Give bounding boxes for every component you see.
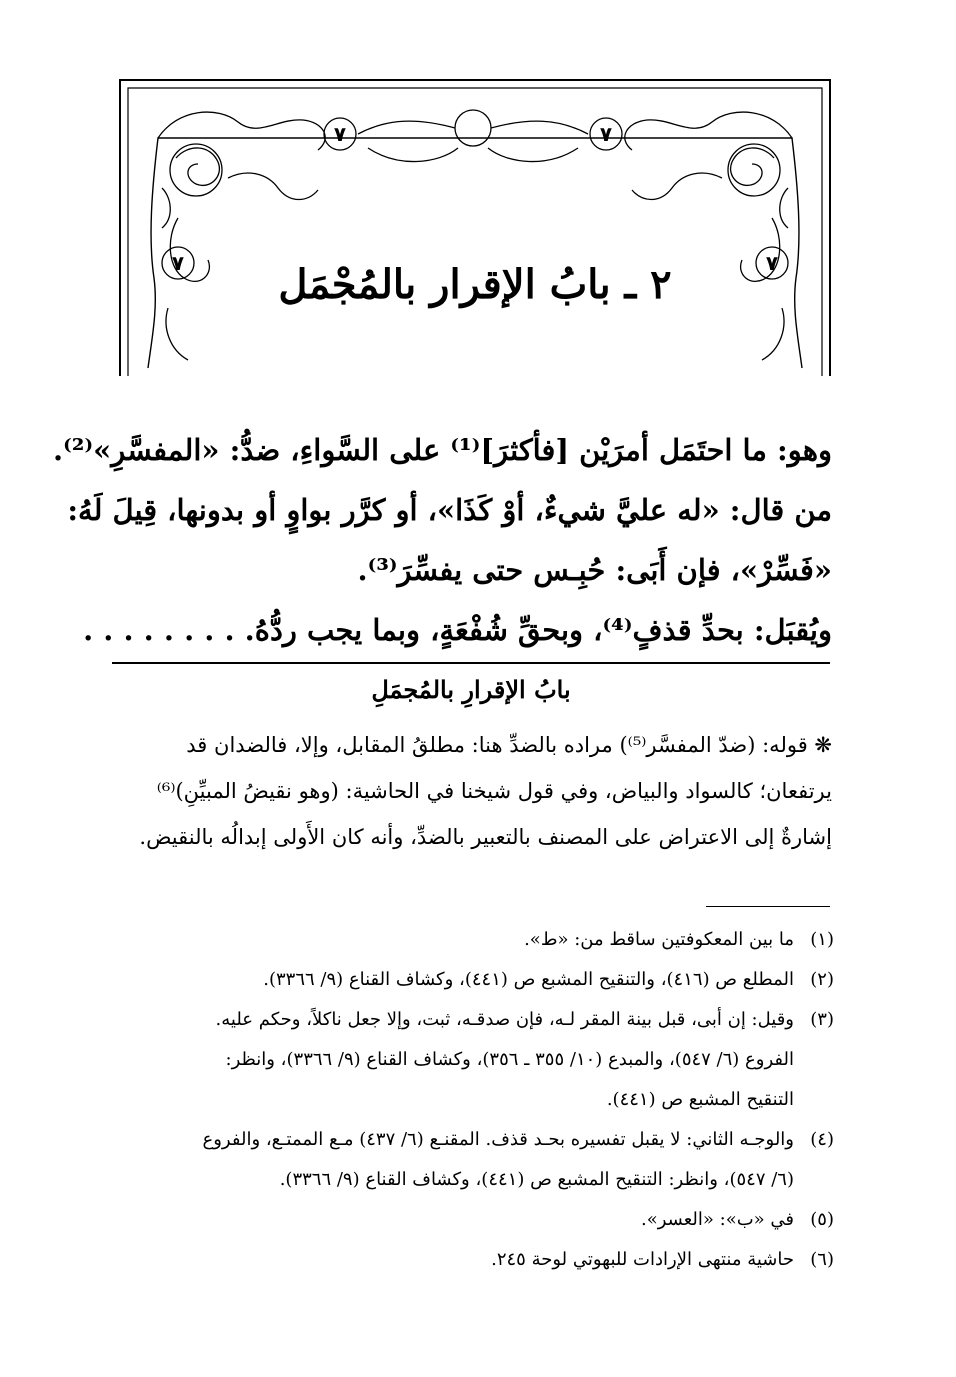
footnote-number: (٣) bbox=[810, 1009, 834, 1030]
footnote bbox=[112, 960, 834, 1000]
main-line: وهو: ما احتَمَل أمرَيْن [فأكثرَ]⁽¹⁾ على السَّواءِ، ضدُّ: «المفسَّرِ»⁽²⁾. bbox=[53, 433, 832, 467]
chapter-title: ٢ ـ بابُ الإقرار بالمُجْمَل bbox=[278, 261, 672, 308]
svg-text:٧: ٧ bbox=[765, 251, 779, 275]
main-text bbox=[53, 420, 832, 660]
svg-text:٧: ٧ bbox=[171, 251, 185, 275]
commentary-line: إشارةٌ إلى الاعتراض على المصنف بالتعبير بالضدِّ، وأنه كان الأَولى إبدالُه بالنقيض. bbox=[139, 825, 832, 849]
commentary-line: يرتفعان؛ كالسواد والبياض، وفي قول شيخنا في الحاشية: (وهو نقيضُ المبيِّنِ)⁽⁶⁾ bbox=[156, 779, 832, 803]
footnote-number: (١) bbox=[810, 929, 834, 950]
footnote-text: ما بين المعكوفتين ساقط من: «ط». bbox=[524, 929, 794, 950]
footnote-text: حاشية منتهى الإرادات للبهوتي لوحة ٢٤٥. bbox=[491, 1249, 794, 1270]
footnote-number: (٥) bbox=[810, 1209, 834, 1230]
svg-text:٧: ٧ bbox=[333, 122, 347, 146]
footnote-text: وقيل: إن أبى، قبل بينة المقر لـه، فإن صدقـه، ثبت، وإلا جعل ناكلاً، وحكم عليه. bbox=[215, 1009, 794, 1030]
commentary-line: ❋ قوله: (ضدّ المفسَّر⁽⁵⁾) مراده بالضدِّ هنا: مطلقُ المقابل، وإلا، فالضدان قد bbox=[186, 733, 832, 757]
footnote bbox=[112, 1120, 834, 1200]
footnote-text: في «ب»: «العسر». bbox=[641, 1209, 794, 1230]
footnote-text: الفروع (٦/ ٥٤٧)، والمبدع (١٠/ ٣٥٥ ـ ٣٥٦)، وكشاف القناع (٩/ ٣٣٦٦)، وانظر: bbox=[225, 1049, 794, 1070]
main-line: ويُقبَل: بحدِّ قذفٍ⁽⁴⁾، وبحقِّ شُفْعَةٍ، وبما يجب ردُّهُ. . . . . . . . . bbox=[83, 613, 832, 647]
main-line: «فَسِّرْ»، فإن أَبَى: حُبِـس حتى يفسِّرَ⁽³⁾. bbox=[357, 553, 832, 587]
footnote bbox=[112, 920, 834, 960]
footnote-text: والوجـه الثاني: لا يقبل تفسيره بحـد قذف. المقنـع (٦/ ٤٣٧) مـع الممتـع، والفروع bbox=[202, 1129, 794, 1150]
footnote bbox=[112, 1240, 834, 1280]
chapter-ornament-frame bbox=[118, 78, 832, 378]
commentary-heading: بابُ الإقرارِ بالمُجمَلِ bbox=[371, 675, 571, 704]
commentary bbox=[112, 722, 832, 860]
footnote-number: (٦) bbox=[810, 1249, 834, 1270]
footnote-text: المطلع ص (٤١٦)، والتنقيح المشبع ص (٤٤١)، وكشاف القناع (٩/ ٣٣٦٦). bbox=[263, 969, 794, 990]
section-divider bbox=[112, 662, 830, 664]
svg-text:٧: ٧ bbox=[599, 122, 613, 146]
footnote-text: (٦/ ٥٤٧)، وانظر: التنقيح المشبع ص (٤٤١)، وكشاف القناع (٩/ ٣٣٦٦). bbox=[279, 1169, 794, 1190]
main-line: من قال: «له عليَّ شيءٌ، أوْ كَذَا»، أو كرَّر بواوٍ أو بدونها، قِيلَ لَهُ: bbox=[67, 493, 832, 527]
footnote-text: التنقيح المشبع ص (٤٤١). bbox=[606, 1089, 794, 1110]
footnote-number: (٢) bbox=[810, 969, 834, 990]
footnote bbox=[112, 1200, 834, 1240]
footnote bbox=[112, 1000, 834, 1120]
footnote-number: (٤) bbox=[810, 1129, 834, 1150]
footnote-divider bbox=[706, 906, 830, 907]
footnotes bbox=[112, 920, 834, 1280]
ornament-border-icon bbox=[118, 78, 832, 378]
